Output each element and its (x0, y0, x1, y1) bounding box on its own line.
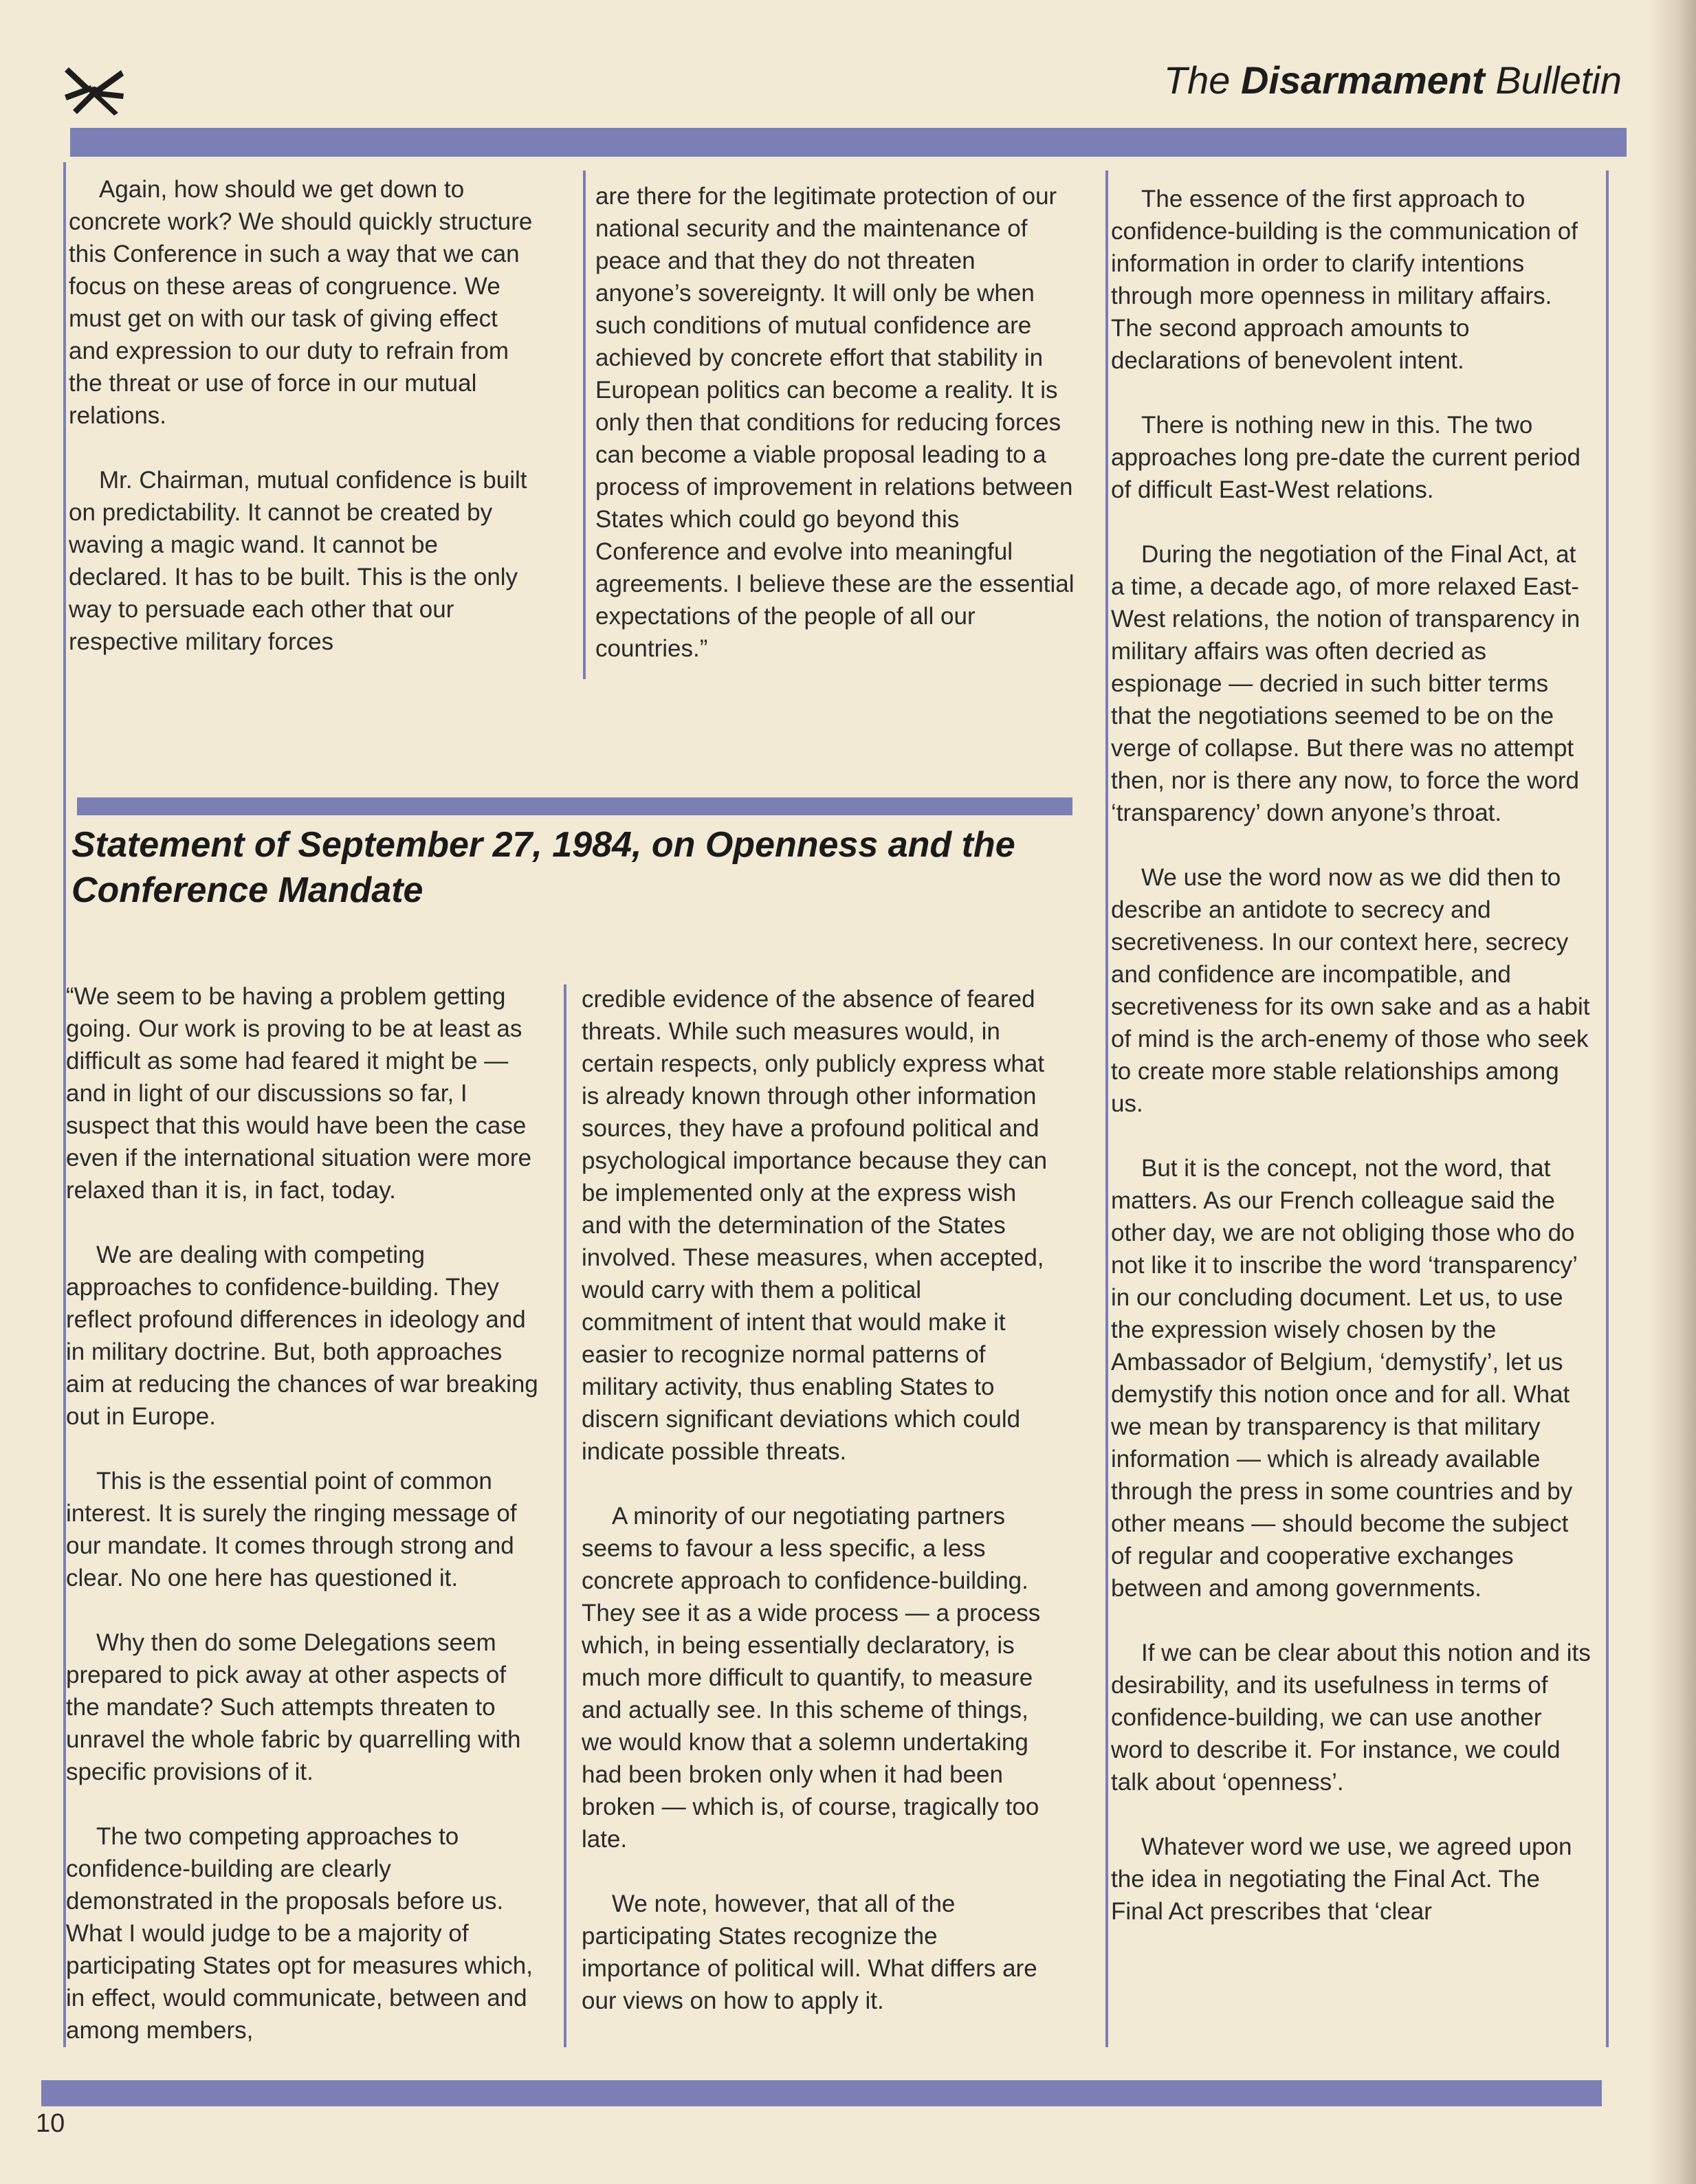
paragraph: Whatever word we use, we agreed upon the idea in negotiating the Final Act. The Final Act prescribes that ‘clear (1111, 1833, 1572, 1925)
masthead-suffix: Bulletin (1495, 58, 1622, 102)
paragraph: The two competing approaches to confidence-building are clearly demonstrated in the proposals before us. What I would judge to be a majority of participating States opt for measures which, in effect, would communicate, between and among members, (66, 1823, 533, 2044)
lower-left-column (66, 980, 544, 2047)
page-edge-shadow (1648, 0, 1696, 2184)
paragraph: We note, however, that all of the participating States recognize the importance of political will. What differs are our views on how to apply it. (582, 1890, 1037, 2014)
lower-middle-column (582, 983, 1059, 2017)
paragraph: A minority of our negotiating partners seems to favour a less specific, a less concrete approach to confidence-building. They see it as a wide process — a process which, in being essentially declaratory, is much more difficult to quantify, to measure and actually see. In this scheme of things, we would know that a solemn undertaking had been broken only when it had been broken — which is, of course, tragically too late. (582, 1503, 1041, 1853)
paragraph: We are dealing with competing approaches to confidence-building. They reflect profound differences in ideology and in military doctrine. But, both approaches aim at reducing the chances of war breaking out in Europe. (66, 1242, 538, 1430)
top-divider-bar (70, 128, 1627, 157)
paragraph: But it is the concept, not the word, that matters. As our French colleague said the other day, we are not obliging those who do not like it to inscribe the word ‘transparency’ in our concluding document. Let us, to use the expression wisely chosen by the Ambassador of Belgium, ‘demystify’, let us demystify this notion once and for all. What we mean by transparency is that military information — which is already available through the press in some countries and by other means — should become the subject of regular and cooperative exchanges between and among governments. (1111, 1155, 1577, 1602)
paragraph: credible evidence of the absence of feared threats. While such measures would, in certain respects, only publicly express what is already known through other information sources, they have a profound political and psychological importance because they can be implemented only at the express wish and with the determination of the States involved. These measures, when accepted, would carry with them a political commitment of intent that would make it easier to recognize normal patterns of military activity, thus enabling States to discern significant deviations which could indicate possible threats. (582, 986, 1048, 1465)
top-left-column (69, 173, 536, 658)
column-rule (583, 170, 586, 679)
paragraph: If we can be clear about this notion and its desirability, and its usefulness in terms of confidence-building, we can use another word to describe it. For instance, we could talk about ‘openness’. (1111, 1640, 1591, 1796)
masthead-bold: Disarmament (1240, 58, 1485, 102)
column-rule (1105, 170, 1108, 2047)
paragraph: During the negotiation of the Final Act, at a time, a decade ago, of more relaxed East-West relations, the notion of transparency in military affairs was often decried as espionage — decried in such bitter terms that the negotiations seemed to be on the verge of collapse. But there was no attempt then, nor is there any now, to force the word ‘transparency’ down anyone’s throat. (1111, 541, 1581, 826)
right-column (1111, 183, 1592, 1928)
bulletin-logo-icon (63, 60, 125, 115)
column-rule (564, 984, 566, 2047)
paragraph: Mr. Chairman, mutual confidence is built on predictability. It cannot be created by waving a magic wand. It cannot be declared. It has to be built. This is the only way to persuade each other that our respective military forces (69, 467, 527, 655)
paragraph: This is the essential point of common interest. It is surely the ringing message of our mandate. It comes through strong and clear. No one here has questioned it. (66, 1468, 517, 1591)
column-rule (1606, 170, 1609, 2047)
paragraph: “We seem to be having a problem getting going. Our work is proving to be at least as difficult as some had feared it might be — and in light of our discussions so far, I suspect that this would have been the case even if the international situation were more relaxed than it is, in fact, today. (66, 983, 532, 1204)
paragraph: There is nothing new in this. The two approaches long pre-date the current period of difficult East-West relations. (1111, 412, 1581, 503)
bottom-divider-bar (41, 2080, 1602, 2106)
paragraph: We use the word now as we did then to describe an antidote to secrecy and secretiveness. In our context here, secrecy and confidence are incompatible, and secretiveness for its own sake and as a habit of mind is the arch-enemy of those who seek to create more stable relationships among us. (1111, 864, 1590, 1117)
masthead-prefix: The (1163, 58, 1231, 102)
paragraph: are there for the legitimate protection of our national security and the maintenance of peace and that they do not threaten anyone’s sovereignty. It will only be when such conditions of mutual confidence are achieved by concrete effort that stability in European politics can become a reality. It is only then that conditions for reducing forces can become a viable proposal leading to a process of improvement in relations between States which could go beyond this Conference and evolve into meaningful agreements. I believe these are the essential expectations of the people of all our countries.” (595, 183, 1075, 662)
page-number: 10 (36, 2109, 65, 2138)
top-middle-column (595, 180, 1077, 665)
statement-heading: Statement of September 27, 1984, on Openness and the Conference Mandate (71, 825, 1015, 910)
section-divider-bar (77, 797, 1072, 815)
paragraph: The essence of the first approach to confidence-building is the communication of information in order to clarify intentions through more openness in military affairs. The second approach amounts to declarations of benevolent intent. (1111, 186, 1578, 374)
paragraph: Why then do some Delegations seem prepared to pick away at other aspects of the mandate? Such attempts threaten to unravel the whole fabric by quarrelling with specific provisions of it. (66, 1629, 521, 1785)
masthead (1164, 58, 1622, 102)
paragraph: Again, how should we get down to concrete work? We should quickly structure this Conference in such a way that we can focus on these areas of congruence. We must get on with our task of giving effect and expression to our duty to refrain from the threat or use of force in our mutual relations. (69, 176, 533, 429)
